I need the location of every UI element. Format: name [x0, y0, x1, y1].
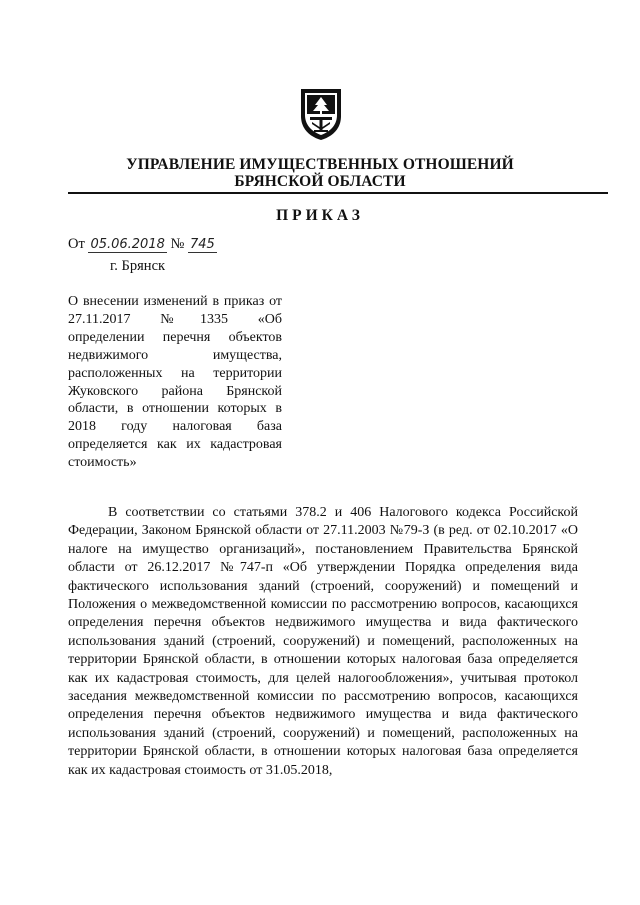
number-prefix: № [170, 236, 185, 252]
org-line-1: УПРАВЛЕНИЕ ИМУЩЕСТВЕННЫХ ОТНОШЕНИЙ [126, 156, 514, 173]
order-number: 745 [189, 237, 215, 252]
organization-name [0, 156, 640, 190]
order-subject: О внесении изменений в приказ от 27.11.2017 №1335 «Об определении перечня объектов недвижимого имущества, расположенных на территории Жуковского района Брянской области, в отношении которых в 2018 году налоговая база определяется как их кадастровая стоимость» [68, 294, 282, 471]
order-city: г. Брянск [110, 258, 166, 274]
order-date-line [68, 236, 217, 253]
org-line-2: БРЯНСКОЙ ОБЛАСТИ [234, 173, 406, 190]
order-body-paragraph: В соответствии со статьями 378.2 и 406 Налогового кодекса Российской Федерации, Законом Брянской области от 27.11.2003 №79-З (в ред. от 02.10.2017 «О налоге на имущество организаций», постановлением Правительства Брянской области от 26.12.2017 №747-п «Об утверждении Порядка определения вида фактического использования зданий (строений, сооружений) и помещений и Положения о межведомственной комиссии по рассмотрению вопросов, касающихся определения перечня объектов недвижимого имущества и вида фактического использования зданий (строений, сооружений) и помещений, расположенных на территории Брянской области, в отношении которых налоговая база определяется как их кадастровая стоимость, для целей налогообложения», учитывая протокол заседания межведомственной комиссии по рассмотрению вопросов, касающихся определения перечня объектов недвижимого имущества и вида фактического использования зданий (строений, сооружений) и помещений, расположенных на территории Брянской области, в отношении которых налоговая база определяется как их кадастровая стоимость от 31.05.2018, [68, 505, 578, 778]
header-divider [68, 192, 608, 194]
date-prefix: От [68, 236, 85, 252]
document-title: ПРИКАЗ [276, 207, 364, 224]
coat-of-arms-icon [298, 86, 344, 142]
order-date: 05.06.2018 [90, 237, 165, 252]
